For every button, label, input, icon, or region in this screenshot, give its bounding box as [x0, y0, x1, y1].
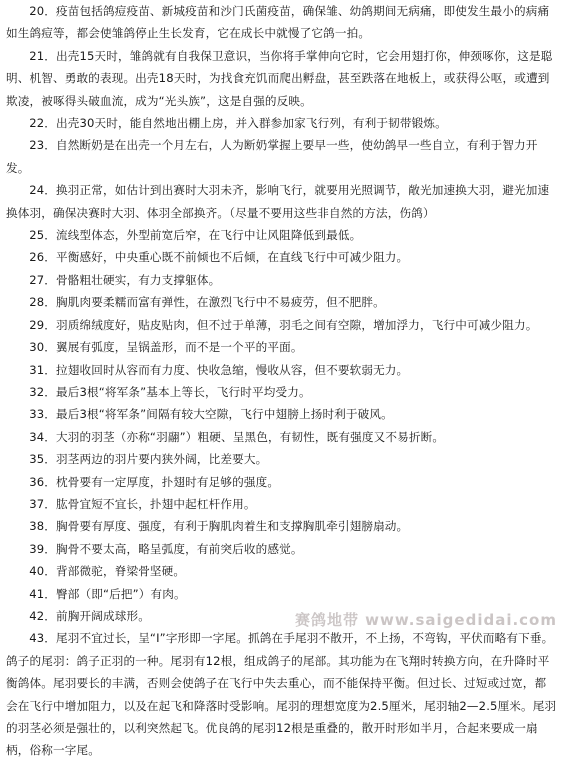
paragraph-36: 36．枕骨要有一定厚度，扑翅时有足够的强度。: [29, 474, 280, 489]
paragraph-27: 27．骨骼粗壮硬实，有力支撑躯体。: [29, 272, 221, 287]
paragraph-28: 28．胸肌肉要柔糯而富有弹性，在激烈飞行中不易疲劳，但不肥胖。: [29, 295, 385, 310]
paragraph-35: 35．羽茎两边的羽片要内狭外阔，比差要大。: [29, 452, 268, 467]
paragraph-26: 26．平衡感好，中央重心既不前倾也不后倾，在直线飞行中可减少阻力。: [29, 250, 409, 265]
paragraph-21: 21．出壳15天时，雏鸽就有自我保卫意识，当你将手掌伸向它时，它会用翅打你，伸颈啄你，这是聪明、机智、勇敢的表现。出壳18天时，为找食充饥而爬出孵盘，甚至跌落在地板上，或获得公呕，或遭到欺凌，被啄得头破血流，成为“光头族”，这是自强的反映。: [6, 48, 553, 108]
paragraph-39: 39．胸骨不要太高，略呈弧度，有前突后收的感觉。: [29, 541, 303, 556]
paragraph-32: 32．最后3根“将军条”基本上等长，飞行时平均受力。: [29, 384, 311, 399]
paragraph-34: 34．大羽的羽茎（亦称“羽翮”）粗硬、呈黑色，有韧性，既有强度又不易折断。: [29, 429, 445, 444]
paragraph-42: 42．前胸开阔成球形。: [29, 608, 150, 623]
paragraph-41: 41．臀部（即“后把”）有肉。: [29, 586, 186, 601]
paragraph-31: 31．拉翅收回时从容而有力度、快收急缩，慢收从容，但不要软弱无力。: [29, 362, 409, 377]
article-body: [6, 0, 557, 762]
paragraph-33: 33．最后3根“将军条”间隔有较大空隙，飞行中翅膀上扬时利于破风。: [29, 407, 393, 422]
paragraph-30: 30．翼展有弧度，呈锅盖形，而不是一个平的平面。: [29, 340, 303, 355]
paragraph-40: 40．背部微驼，脊梁骨坚硬。: [29, 564, 186, 579]
paragraph-38: 38．胸骨要有厚度、强度，有利于胸肌肉着生和支撑胸肌牵引翅膀扇动。: [29, 519, 409, 534]
site-watermark: 赛鸽地带 www.saigedidai.com: [294, 611, 557, 629]
paragraph-43: 43．尾羽不宜过长，呈“I”字形即一字尾。抓鸽在手尾羽不散开，不上扬，不弯钩，平伏而略有下垂。鸽子的尾羽：鸽子正羽的一种。尾羽有12根，组成鸽子的尾部。其功能为在飞翔时转换方向，在升降时平衡鸽体。尾羽要长的丰满，否则会使鸽子在飞行中失去重心，而不能保持平衡。但过长、过短或过宽，都会在飞行中增加阻力，以及在起飞和降落时受影响。尾羽的理想宽度为2.5厘米，尾羽轴2—2.5厘米。尾羽的羽茎必须是强壮的，以利突然起飞。优良鸽的尾羽12根是重叠的，散开时形如半月，合起来要成一扇柄，俗称一字尾。: [6, 631, 557, 758]
paragraph-37: 37．肱骨宜短不宜长，扑翅中起杠杆作用。: [29, 496, 256, 511]
paragraph-23: 23．自然断奶是在出壳一个月左右，人为断奶掌握上要早一些，使幼鸽早一些自立，有利于智力开发。: [6, 138, 538, 175]
paragraph-24: 24．换羽正常，如估计到出赛时大羽未齐，影响飞行，就要用光照调节，敞光加速换大羽，避光加速换体羽，确保决赛时大羽、体羽全部换齐。（尽量不要用这些非自然的方法，伤鸽）: [6, 183, 550, 220]
paragraph-25: 25．流线型体态，外型前宽后窄，在飞行中让风阻降低到最低。: [29, 228, 362, 243]
paragraph-20: 20．疫苗包括鸽痘疫苗、新城疫苗和沙门氏菌疫苗，确保雏、幼鸽期间无病痛，即使发生最小的病痛如生鸽痘等，都会使雏鸽停止生长发育，它在成长中就慢了它鸽一拍。: [6, 4, 550, 41]
paragraph-29: 29．羽质绵绒度好，贴皮贴肉，但不过于单薄，羽毛之间有空隙，增加浮力，飞行中可减少阻力。: [29, 317, 538, 332]
paragraph-22: 22．出壳30天时，能自然地出棚上房，并入群参加家飞行列，有利于韧带锻炼。: [29, 116, 447, 131]
